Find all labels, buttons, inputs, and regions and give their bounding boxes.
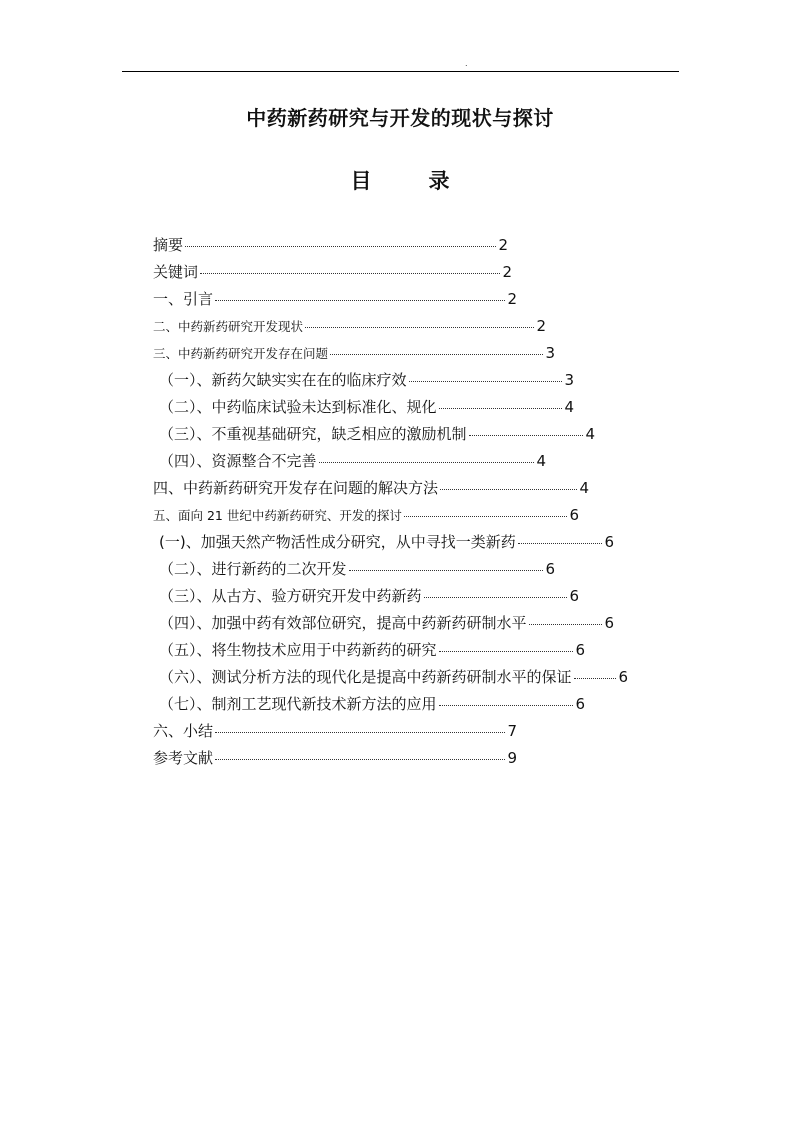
toc-entry-section-3[interactable] (153, 343, 555, 364)
toc-leader-dots (439, 651, 574, 652)
toc-heading: 目 录 (350, 169, 468, 193)
toc-entry-page: 2 (536, 317, 546, 335)
toc-entry-page: 2 (507, 290, 517, 308)
toc-entry-label: （四）、加强中药有效部位研究，提高中药新药研制水平 (159, 614, 527, 632)
toc-entry-label: （二）、中药临床试验未达到标准化、规化 (159, 398, 437, 416)
toc-leader-dots (200, 273, 500, 274)
toc-entry-page: 3 (564, 371, 574, 389)
toc-entry-label: （二）、进行新药的二次开发 (159, 560, 347, 578)
toc-entry-page: 6 (545, 560, 555, 578)
toc-entry-label: （七）、制剂工艺现代新技术新方法的应用 (159, 695, 437, 713)
toc-entry-page: 6 (604, 533, 614, 551)
toc-leader-dots (469, 435, 584, 436)
toc-entry-section-5-3[interactable] (159, 586, 579, 606)
toc-entry-page: 4 (585, 425, 595, 443)
toc-entry-label: 六、小结 (153, 722, 214, 740)
toc-leader-dots (319, 462, 535, 463)
toc-leader-dots (305, 327, 534, 328)
toc-entry-label: （四）、资源整合不完善 (159, 452, 317, 470)
toc-entry-label: (一)、加强天然产物活性成分研究，从中寻找一类新药 (159, 533, 516, 551)
toc-entry-label: 参考文献 (153, 749, 214, 767)
toc-entry-page: 4 (564, 398, 574, 416)
toc-entry-references[interactable] (153, 748, 517, 768)
toc-entry-label: 二、中药新药研究开发现状 (153, 319, 304, 334)
toc-entry-section-3-2[interactable] (159, 397, 574, 417)
toc-leader-dots (440, 489, 577, 490)
toc-entry-section-5-7[interactable] (159, 694, 585, 714)
header-mark: . (465, 59, 468, 68)
toc-entry-page: 9 (507, 749, 517, 767)
toc-entry-abstract[interactable] (153, 235, 508, 255)
toc-entry-page: 6 (569, 587, 579, 605)
toc-leader-dots (439, 705, 574, 706)
toc-entry-page: 6 (618, 668, 628, 686)
toc-entry-label: 关键词 (153, 263, 199, 281)
toc-entry-label: 摘要 (153, 236, 184, 254)
toc-entry-page: 4 (579, 479, 589, 497)
toc-entry-label: （一）、新药欠缺实实在在的临床疗效 (159, 371, 407, 389)
toc-leader-dots (439, 408, 563, 409)
toc-leader-dots (404, 516, 568, 517)
toc-leader-dots (529, 624, 603, 625)
toc-leader-dots (330, 354, 543, 355)
toc-entry-label: （三）、不重视基础研究，缺乏相应的激励机制 (159, 425, 467, 443)
toc-entry-label: （五）、将生物技术应用于中药新药的研究 (159, 641, 437, 659)
toc-entry-page: 7 (507, 722, 517, 740)
toc-leader-dots (424, 597, 568, 598)
toc-entry-introduction[interactable] (153, 289, 517, 309)
toc-entry-label: （三）、从古方、验方研究开发中药新药 (159, 587, 422, 605)
toc-entry-page: 6 (575, 695, 585, 713)
toc-leader-dots (574, 678, 617, 679)
toc-entry-label: 一、引言 (153, 290, 214, 308)
toc-entry-page: 3 (545, 344, 555, 362)
toc-entry-page: 6 (569, 506, 579, 524)
toc-leader-dots (215, 759, 505, 760)
toc-leader-dots (185, 246, 496, 247)
toc-entry-section-5-2[interactable] (159, 559, 555, 579)
toc-entry-label: 五、面向 21 世纪中药新药研究、开发的探讨 (153, 508, 402, 523)
toc-entry-section-5-1[interactable] (159, 532, 614, 552)
toc-entry-label: （六）、测试分析方法的现代化是提高中药新药研制水平的保证 (159, 668, 572, 686)
toc-entry-section-5[interactable] (153, 505, 579, 526)
toc-entry-section-3-1[interactable] (159, 370, 574, 390)
toc-entry-section-3-3[interactable] (159, 424, 595, 444)
toc-leader-dots (215, 300, 505, 301)
toc-entry-section-5-6[interactable] (159, 667, 628, 687)
toc-entry-page: 4 (536, 452, 546, 470)
header-rule (122, 71, 679, 72)
toc-entry-section-4[interactable] (153, 478, 589, 498)
toc-entry-page: 2 (498, 236, 508, 254)
toc-entry-keywords[interactable] (153, 262, 512, 282)
toc-entry-label: 三、中药新药研究开发存在问题 (153, 346, 329, 361)
toc-leader-dots (518, 543, 603, 544)
toc-entry-section-6[interactable] (153, 721, 517, 741)
toc-entry-page: 6 (575, 641, 585, 659)
toc-entry-page: 2 (502, 263, 512, 281)
toc-entry-section-5-4[interactable] (159, 613, 614, 633)
document-title: 中药新药研究与开发的现状与探讨 (246, 106, 554, 130)
toc-entry-label: 四、中药新药研究开发存在问题的解决方法 (153, 479, 439, 497)
toc-leader-dots (215, 732, 505, 733)
toc-leader-dots (409, 381, 563, 382)
toc-entry-section-2[interactable] (153, 316, 546, 337)
toc-entry-section-5-5[interactable] (159, 640, 585, 660)
toc-leader-dots (349, 570, 544, 571)
toc-entry-page: 6 (604, 614, 614, 632)
toc-entry-section-3-4[interactable] (159, 451, 546, 471)
